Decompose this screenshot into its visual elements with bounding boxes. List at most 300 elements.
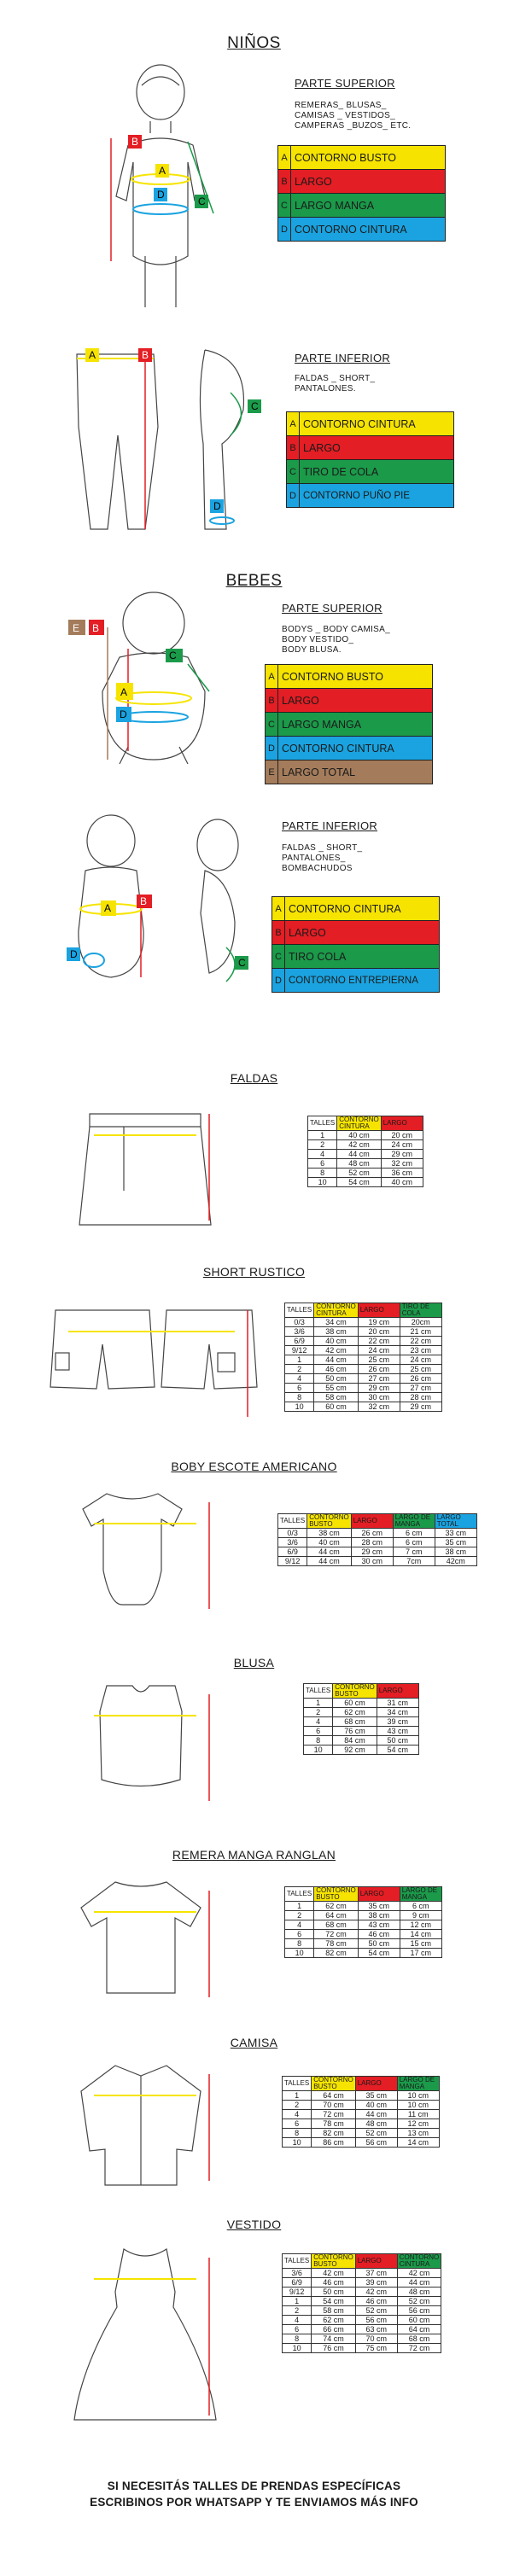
table-cell: 74 cm	[312, 2334, 356, 2344]
legend-key: A	[272, 897, 285, 921]
table-cell: 46 cm	[358, 1930, 400, 1939]
table-row	[304, 1708, 419, 1717]
table-row	[278, 1547, 477, 1557]
table-cell: 35 cm	[355, 2091, 397, 2101]
table-cell: 9/12	[278, 1557, 307, 1566]
column-header: TALLES	[285, 1303, 314, 1318]
legend-key: C	[272, 945, 285, 969]
column-header: CONTORNO CINTURA	[314, 1303, 359, 1318]
svg-text:D: D	[213, 500, 221, 512]
table-row	[285, 1355, 442, 1365]
column-header: TALLES	[283, 2254, 312, 2269]
legend-value: CONTORNO PUÑO PIE	[300, 484, 454, 508]
table-row	[308, 1169, 423, 1178]
desc-line: BODY BLUSA.	[282, 645, 342, 655]
table-row	[283, 2306, 441, 2316]
table-cell: 40 cm	[314, 1337, 359, 1346]
table-row	[308, 1150, 423, 1159]
table-cell: 25 cm	[358, 1355, 400, 1365]
table-cell: 44 cm	[314, 1355, 359, 1365]
table-cell: 8	[308, 1169, 337, 1178]
size-table	[282, 2076, 440, 2148]
table-cell: 1	[285, 1902, 314, 1911]
table-row	[308, 1178, 423, 1187]
table-cell: 6 cm	[393, 1538, 435, 1547]
svg-text:B: B	[142, 349, 149, 361]
table-cell: 19 cm	[358, 1318, 400, 1327]
garment-title: BOBY ESCOTE AMERICANO	[171, 1460, 337, 1473]
table-row	[308, 1159, 423, 1169]
table-cell: 38 cm	[307, 1529, 352, 1538]
bebes-superior-legend	[265, 664, 433, 784]
table-cell: 33 cm	[435, 1529, 476, 1538]
legend-value: TIRO COLA	[285, 945, 440, 969]
table-row	[278, 1557, 477, 1566]
column-header: LARGO	[358, 1887, 400, 1902]
legend-value: CONTORNO CINTURA	[278, 737, 433, 761]
size-table-header	[304, 1684, 419, 1699]
table-row	[308, 1140, 423, 1150]
size-table	[307, 1116, 423, 1187]
column-header: LARGO	[351, 1514, 393, 1529]
column-header: LARGO	[381, 1116, 423, 1131]
size-table-header	[308, 1116, 423, 1131]
table-cell: 43 cm	[377, 1727, 418, 1736]
table-row	[283, 2138, 440, 2148]
legend-key: A	[287, 412, 300, 436]
table-cell: 10	[304, 1746, 333, 1755]
table-cell: 10 cm	[397, 2091, 439, 2101]
table-cell: 4	[285, 1374, 314, 1384]
table-row	[285, 1327, 442, 1337]
table-row	[285, 1393, 442, 1402]
svg-text:C: C	[238, 957, 246, 969]
table-row	[283, 2316, 441, 2325]
table-cell: 72 cm	[397, 2344, 441, 2353]
shirt-sketch	[73, 2057, 222, 2189]
bebes-inferior-desc	[282, 843, 362, 874]
table-cell: 56 cm	[355, 2138, 397, 2148]
legend-key: A	[266, 665, 278, 689]
table-row	[285, 1337, 442, 1346]
table-cell: 26 cm	[400, 1374, 441, 1384]
table-row	[308, 1131, 423, 1140]
legend-key: A	[278, 146, 291, 170]
table-cell: 7 cm	[393, 1547, 435, 1557]
column-header: TALLES	[304, 1684, 333, 1699]
table-cell: 40 cm	[307, 1538, 352, 1547]
table-cell: 44 cm	[337, 1150, 382, 1159]
ninos-lower-figure	[51, 341, 273, 546]
column-header: LARGO DE MANGA	[397, 2077, 439, 2091]
table-cell: 2	[308, 1140, 337, 1150]
desc-line: BODY VESTIDO_	[282, 635, 354, 644]
column-header: CONTORNO BUSTO	[333, 1684, 377, 1699]
column-header: CONTORNO BUSTO	[312, 2254, 356, 2269]
table-cell: 42 cm	[312, 2269, 356, 2278]
legend-value: LARGO MANGA	[291, 194, 446, 218]
table-row	[304, 1736, 419, 1746]
garment-title: REMERA MANGA RANGLAN	[172, 1848, 336, 1862]
size-table-header	[283, 2077, 440, 2091]
table-row	[285, 1346, 442, 1355]
desc-line: REMERAS_ BLUSAS_	[295, 101, 387, 110]
table-cell: 2	[304, 1708, 333, 1717]
table-cell: 39 cm	[355, 2278, 397, 2288]
table-cell: 76 cm	[333, 1727, 377, 1736]
table-cell: 10	[285, 1402, 314, 1412]
table-row	[285, 1920, 442, 1930]
table-row	[283, 2091, 440, 2101]
svg-text:D: D	[70, 948, 78, 960]
svg-text:C: C	[169, 650, 177, 661]
table-cell: 1	[283, 2091, 312, 2101]
table-cell: 55 cm	[314, 1384, 359, 1393]
table-cell: 10 cm	[397, 2101, 439, 2110]
desc-line: PANTALONES_	[282, 854, 346, 863]
table-cell: 26 cm	[351, 1529, 393, 1538]
svg-text:B: B	[140, 895, 148, 907]
table-row	[283, 2129, 440, 2138]
table-cell: 6/9	[278, 1547, 307, 1557]
table-cell: 46 cm	[312, 2278, 356, 2288]
table-row	[285, 1402, 442, 1412]
size-table-header	[285, 1887, 442, 1902]
table-cell: 31 cm	[377, 1699, 418, 1708]
table-cell: 23 cm	[400, 1346, 441, 1355]
table-cell: 20cm	[400, 1318, 441, 1327]
table-cell: 11 cm	[397, 2110, 439, 2119]
column-header: CONTORNO CINTURA	[337, 1116, 382, 1131]
skirt-sketch	[73, 1097, 222, 1229]
table-cell: 32 cm	[381, 1159, 423, 1169]
table-cell: 54 cm	[337, 1178, 382, 1187]
table-cell: 15 cm	[400, 1939, 441, 1949]
table-cell: 64 cm	[397, 2325, 441, 2334]
table-cell: 50 cm	[312, 2288, 356, 2297]
table-cell: 84 cm	[333, 1736, 377, 1746]
table-cell: 10	[285, 1949, 314, 1958]
table-cell: 6	[283, 2325, 312, 2334]
table-cell: 29 cm	[351, 1547, 393, 1557]
bebes-lower-figure	[60, 811, 256, 999]
table-cell: 8	[283, 2129, 312, 2138]
table-cell: 6/9	[285, 1337, 314, 1346]
table-cell: 7cm	[393, 1557, 435, 1566]
table-cell: 40 cm	[381, 1178, 423, 1187]
table-cell: 10	[308, 1178, 337, 1187]
column-header: LARGO DE MANGA	[400, 1887, 441, 1902]
size-table	[282, 2253, 441, 2353]
table-cell: 46 cm	[355, 2297, 397, 2306]
table-row	[285, 1930, 442, 1939]
table-cell: 28 cm	[351, 1538, 393, 1547]
table-cell: 46 cm	[314, 1365, 359, 1374]
table-cell: 2	[285, 1365, 314, 1374]
legend-value: TIRO DE COLA	[300, 460, 454, 484]
table-cell: 62 cm	[333, 1708, 377, 1717]
table-cell: 1	[308, 1131, 337, 1140]
legend-key: C	[278, 194, 291, 218]
garment-title: VESTIDO	[226, 2218, 282, 2231]
table-cell: 78 cm	[312, 2119, 356, 2129]
table-cell: 50 cm	[314, 1374, 359, 1384]
column-header: TALLES	[278, 1514, 307, 1529]
table-cell: 35 cm	[358, 1902, 400, 1911]
table-cell: 34 cm	[377, 1708, 418, 1717]
table-cell: 39 cm	[377, 1717, 418, 1727]
table-cell: 48 cm	[397, 2288, 441, 2297]
table-cell: 78 cm	[314, 1939, 359, 1949]
legend-value: LARGO TOTAL	[278, 761, 433, 784]
desc-line: FALDAS _ SHORT_	[282, 843, 363, 853]
footer-line: ESCRIBINOS POR WHATSAPP Y TE ENVIAMOS MÁS INFO	[90, 2496, 418, 2509]
column-header: LARGO TOTAL	[435, 1514, 476, 1529]
bebes-inferior-legend	[272, 896, 440, 993]
table-cell: 9/12	[283, 2288, 312, 2297]
table-cell: 42 cm	[314, 1346, 359, 1355]
table-cell: 8	[285, 1393, 314, 1402]
column-header: LARGO	[355, 2077, 397, 2091]
table-row	[283, 2344, 441, 2353]
table-row	[283, 2269, 441, 2278]
table-cell: 3/6	[285, 1327, 314, 1337]
table-cell: 60 cm	[397, 2316, 441, 2325]
size-table	[303, 1683, 419, 1755]
table-cell: 1	[283, 2297, 312, 2306]
ninos-upper-figure	[94, 60, 239, 316]
column-header: TIRO DE COLA	[400, 1303, 441, 1318]
table-cell: 44 cm	[397, 2278, 441, 2288]
table-cell: 29 cm	[381, 1150, 423, 1159]
table-cell: 63 cm	[355, 2325, 397, 2334]
table-cell: 42 cm	[337, 1140, 382, 1150]
legend-value: CONTORNO CINTURA	[291, 218, 446, 242]
table-cell: 68 cm	[397, 2334, 441, 2344]
table-cell: 35 cm	[435, 1538, 476, 1547]
svg-text:A: A	[104, 902, 112, 914]
table-cell: 54 cm	[312, 2297, 356, 2306]
table-row	[283, 2334, 441, 2344]
size-table-header	[283, 2254, 441, 2269]
ninos-inferior-desc	[295, 374, 375, 394]
column-header: CONTORNO BUSTO	[314, 1887, 359, 1902]
desc-line: CAMISAS _ VESTIDOS_	[295, 111, 395, 120]
short-sketch	[47, 1293, 260, 1425]
table-cell: 14 cm	[400, 1930, 441, 1939]
legend-key: D	[266, 737, 278, 761]
table-cell: 38 cm	[435, 1547, 476, 1557]
table-cell: 72 cm	[312, 2110, 356, 2119]
table-cell: 37 cm	[355, 2269, 397, 2278]
table-cell: 27 cm	[358, 1374, 400, 1384]
table-cell: 1	[304, 1699, 333, 1708]
table-cell: 43 cm	[358, 1920, 400, 1930]
dress-sketch	[73, 2241, 222, 2424]
table-cell: 52 cm	[397, 2297, 441, 2306]
table-cell: 6	[285, 1384, 314, 1393]
column-header: LARGO DE MANGA	[393, 1514, 435, 1529]
table-cell: 44 cm	[307, 1547, 352, 1557]
table-cell: 24 cm	[400, 1355, 441, 1365]
svg-text:C: C	[251, 400, 259, 412]
legend-value: LARGO	[278, 689, 433, 713]
table-cell: 24 cm	[381, 1140, 423, 1150]
table-cell: 4	[308, 1150, 337, 1159]
table-cell: 6	[304, 1727, 333, 1736]
table-cell: 17 cm	[400, 1949, 441, 1958]
table-cell: 22 cm	[358, 1337, 400, 1346]
table-row	[304, 1727, 419, 1736]
blouse-sketch	[73, 1677, 222, 1810]
tee-sketch	[73, 1874, 222, 2006]
legend-value: LARGO	[291, 170, 446, 194]
ninos-superior-legend	[277, 145, 446, 242]
table-row	[283, 2325, 441, 2334]
table-cell: 9 cm	[400, 1911, 441, 1920]
legend-key: D	[278, 218, 291, 242]
table-cell: 12 cm	[397, 2119, 439, 2129]
garment-title: BLUSA	[233, 1656, 275, 1670]
table-cell: 38 cm	[314, 1327, 359, 1337]
table-row	[283, 2119, 440, 2129]
table-cell: 27 cm	[400, 1384, 441, 1393]
legend-key: C	[266, 713, 278, 737]
legend-key: E	[266, 761, 278, 784]
svg-text:A: A	[120, 686, 128, 698]
table-row	[285, 1365, 442, 1374]
table-cell: 36 cm	[381, 1169, 423, 1178]
column-header: CONTORNO BUSTO	[312, 2077, 356, 2091]
size-table	[284, 1886, 442, 1958]
table-row	[278, 1529, 477, 1538]
table-cell: 64 cm	[312, 2091, 356, 2101]
legend-value: LARGO	[300, 436, 454, 460]
table-cell: 12 cm	[400, 1920, 441, 1930]
garment-title: CAMISA	[230, 2036, 278, 2049]
size-table-header	[278, 1514, 477, 1529]
table-cell: 28 cm	[400, 1393, 441, 1402]
footer-line: SI NECESITÁS TALLES DE PRENDAS ESPECÍFICAS	[107, 2480, 401, 2492]
svg-text:A: A	[159, 165, 166, 177]
table-cell: 3/6	[278, 1538, 307, 1547]
table-cell: 8	[285, 1939, 314, 1949]
legend-key: B	[272, 921, 285, 945]
table-cell: 54 cm	[377, 1746, 418, 1755]
column-header: LARGO	[355, 2254, 397, 2269]
desc-line: FALDAS _ SHORT_	[295, 374, 376, 383]
table-cell: 22 cm	[400, 1337, 441, 1346]
table-cell: 2	[285, 1911, 314, 1920]
desc-line: CAMPERAS _BUZOS_ ETC.	[295, 121, 412, 131]
table-cell: 82 cm	[314, 1949, 359, 1958]
table-cell: 6 cm	[393, 1529, 435, 1538]
table-row	[283, 2288, 441, 2297]
table-cell: 86 cm	[312, 2138, 356, 2148]
column-header: LARGO	[377, 1684, 418, 1699]
svg-text:E: E	[73, 622, 80, 634]
table-cell: 4	[285, 1920, 314, 1930]
table-cell: 62 cm	[314, 1902, 359, 1911]
column-header: TALLES	[285, 1887, 314, 1902]
table-cell: 32 cm	[358, 1402, 400, 1412]
table-cell: 25 cm	[400, 1365, 441, 1374]
table-cell: 40 cm	[337, 1131, 382, 1140]
table-cell: 58 cm	[314, 1393, 359, 1402]
table-cell: 82 cm	[312, 2129, 356, 2138]
table-cell: 68 cm	[314, 1920, 359, 1930]
table-cell: 2	[283, 2306, 312, 2316]
table-cell: 8	[304, 1736, 333, 1746]
table-cell: 30 cm	[358, 1393, 400, 1402]
svg-text:B: B	[92, 622, 100, 634]
desc-line: PANTALONES.	[295, 384, 356, 393]
table-cell: 50 cm	[358, 1939, 400, 1949]
legend-value: LARGO	[285, 921, 440, 945]
legend-value: CONTORNO CINTURA	[285, 897, 440, 921]
table-cell: 42 cm	[355, 2288, 397, 2297]
column-header: CONTORNO BUSTO	[307, 1514, 352, 1529]
legend-key: C	[287, 460, 300, 484]
bebes-title: BEBES	[225, 572, 283, 590]
table-cell: 21 cm	[400, 1327, 441, 1337]
table-cell: 6 cm	[400, 1902, 441, 1911]
table-cell: 56 cm	[355, 2316, 397, 2325]
bebes-upper-figure	[68, 589, 239, 768]
table-cell: 0/3	[285, 1318, 314, 1327]
table-cell: 0/3	[278, 1529, 307, 1538]
table-cell: 2	[283, 2101, 312, 2110]
table-cell: 52 cm	[355, 2129, 397, 2138]
table-cell: 30 cm	[351, 1557, 393, 1566]
table-cell: 92 cm	[333, 1746, 377, 1755]
desc-line: BODYS _ BODY CAMISA_	[282, 625, 390, 634]
table-cell: 54 cm	[358, 1949, 400, 1958]
body-sketch	[73, 1485, 222, 1617]
ninos-inferior-legend	[286, 411, 454, 508]
column-header: CONTORNO CINTURA	[397, 2254, 441, 2269]
table-cell: 4	[304, 1717, 333, 1727]
table-cell: 6	[283, 2119, 312, 2129]
table-cell: 8	[283, 2334, 312, 2344]
table-cell: 29 cm	[358, 1384, 400, 1393]
legend-key: B	[278, 170, 291, 194]
ninos-superior-desc	[295, 101, 411, 131]
table-row	[304, 1746, 419, 1755]
table-cell: 70 cm	[355, 2334, 397, 2344]
footer-note	[0, 2478, 508, 2510]
table-cell: 29 cm	[400, 1402, 441, 1412]
table-cell: 56 cm	[397, 2306, 441, 2316]
ninos-superior-heading: PARTE SUPERIOR	[295, 77, 395, 90]
table-cell: 42 cm	[397, 2269, 441, 2278]
table-cell: 6	[285, 1930, 314, 1939]
table-row	[283, 2101, 440, 2110]
size-table	[277, 1513, 477, 1566]
table-cell: 70 cm	[312, 2101, 356, 2110]
table-row	[283, 2278, 441, 2288]
table-cell: 44 cm	[355, 2110, 397, 2119]
table-cell: 9/12	[285, 1346, 314, 1355]
table-row	[285, 1902, 442, 1911]
table-row	[283, 2297, 441, 2306]
table-cell: 40 cm	[355, 2101, 397, 2110]
svg-text:B: B	[131, 136, 139, 148]
table-cell: 76 cm	[312, 2344, 356, 2353]
garment-title: FALDAS	[230, 1071, 278, 1085]
table-cell: 66 cm	[312, 2325, 356, 2334]
column-header: TALLES	[283, 2077, 312, 2091]
